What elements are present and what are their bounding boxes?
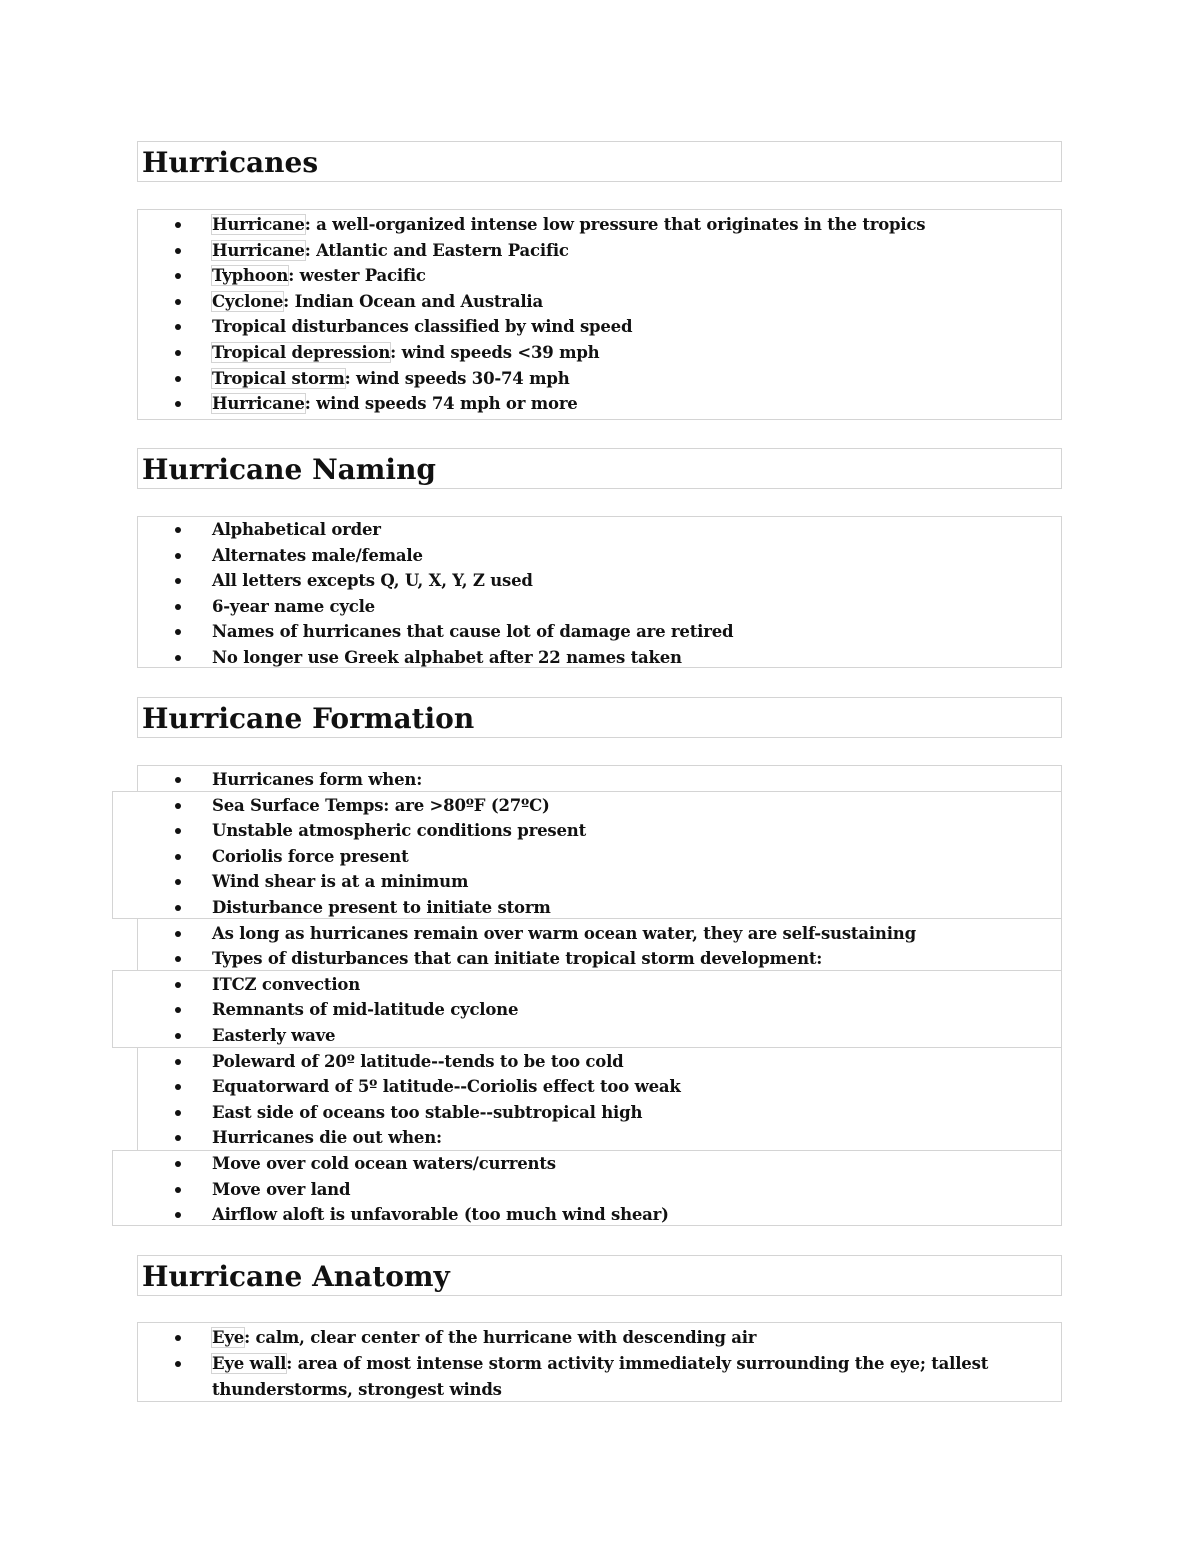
list-item: Hurricanes form when: bbox=[137, 767, 1062, 793]
list-item bbox=[137, 391, 1062, 417]
list-item: Easterly wave bbox=[137, 1023, 1062, 1049]
anatomy-list bbox=[137, 1325, 1062, 1403]
section-title-naming: Hurricane Naming bbox=[137, 448, 1062, 489]
list-item bbox=[137, 314, 1062, 340]
term: Eye wall bbox=[212, 1353, 287, 1373]
term: Hurricane bbox=[212, 394, 305, 414]
definition: : wind speeds <39 mph bbox=[390, 342, 600, 362]
term: Typhoon bbox=[212, 266, 289, 286]
list-item: 6-year name cycle bbox=[137, 594, 1062, 620]
definition: : Atlantic and Eastern Pacific bbox=[304, 240, 569, 260]
hurricanes-list bbox=[137, 212, 1062, 417]
definition: : wester Pacific bbox=[288, 266, 426, 286]
list-item: Poleward of 20º latitude--tends to be too cold bbox=[137, 1049, 1062, 1075]
term: Tropical storm bbox=[212, 368, 345, 388]
list-item: Remnants of mid-latitude cyclone bbox=[137, 997, 1062, 1023]
formation-list bbox=[137, 767, 1062, 1228]
list-item: Equatorward of 5º latitude--Coriolis effect too weak bbox=[137, 1074, 1062, 1100]
list-item: Hurricanes die out when: bbox=[137, 1125, 1062, 1151]
naming-list bbox=[137, 517, 1062, 671]
list-item: Move over cold ocean waters/currents bbox=[137, 1151, 1062, 1177]
list-item: Names of hurricanes that cause lot of damage are retired bbox=[137, 619, 1062, 645]
definition: : wind speeds 30-74 mph bbox=[344, 368, 570, 388]
list-item: Coriolis force present bbox=[137, 844, 1062, 870]
list-item: ITCZ convection bbox=[137, 972, 1062, 998]
section-title-formation: Hurricane Formation bbox=[137, 697, 1062, 738]
list-item: Airflow aloft is unfavorable (too much wind shear) bbox=[137, 1202, 1062, 1228]
term: Cyclone bbox=[212, 291, 284, 311]
section-title-anatomy: Hurricane Anatomy bbox=[137, 1255, 1062, 1296]
list-item bbox=[137, 263, 1062, 289]
list-item: Alphabetical order bbox=[137, 517, 1062, 543]
list-item: All letters excepts Q, U, X, Y, Z used bbox=[137, 568, 1062, 594]
list-item bbox=[137, 212, 1062, 238]
definition: : a well-organized intense low pressure that originates in the tropics bbox=[304, 215, 926, 234]
list-item bbox=[137, 289, 1062, 315]
list-item: East side of oceans too stable--subtropical high bbox=[137, 1100, 1062, 1126]
term: Tropical depression bbox=[212, 342, 391, 362]
definition: : wind speeds 74 mph or more bbox=[304, 394, 578, 414]
list-item bbox=[137, 238, 1062, 264]
list-item: Sea Surface Temps: are >80ºF (27ºC) bbox=[137, 793, 1062, 819]
term: Hurricane bbox=[212, 215, 305, 234]
list-item: Disturbance present to initiate storm bbox=[137, 895, 1062, 921]
list-item: As long as hurricanes remain over warm ocean water, they are self-sustaining bbox=[137, 921, 1062, 947]
list-item: Move over land bbox=[137, 1177, 1062, 1203]
list-item bbox=[137, 1325, 1062, 1351]
list-item bbox=[137, 366, 1062, 392]
list-item bbox=[137, 1351, 1062, 1403]
section-title-hurricanes: Hurricanes bbox=[137, 141, 1062, 182]
term: Hurricane bbox=[212, 240, 305, 260]
definition: : calm, clear center of the hurricane with descending air bbox=[244, 1328, 757, 1347]
term: Eye bbox=[212, 1328, 245, 1347]
definition: : Indian Ocean and Australia bbox=[283, 291, 543, 311]
definition: Tropical disturbances classified by wind speed bbox=[212, 317, 633, 337]
list-item: Unstable atmospheric conditions present bbox=[137, 818, 1062, 844]
list-item: Wind shear is at a minimum bbox=[137, 869, 1062, 895]
list-item: Alternates male/female bbox=[137, 543, 1062, 569]
list-item bbox=[137, 340, 1062, 366]
definition: : area of most intense storm activity immediately surrounding the eye; tallest thunderstorms, strongest winds bbox=[212, 1353, 989, 1399]
list-item: No longer use Greek alphabet after 22 names taken bbox=[137, 645, 1062, 671]
list-item: Types of disturbances that can initiate tropical storm development: bbox=[137, 946, 1062, 972]
